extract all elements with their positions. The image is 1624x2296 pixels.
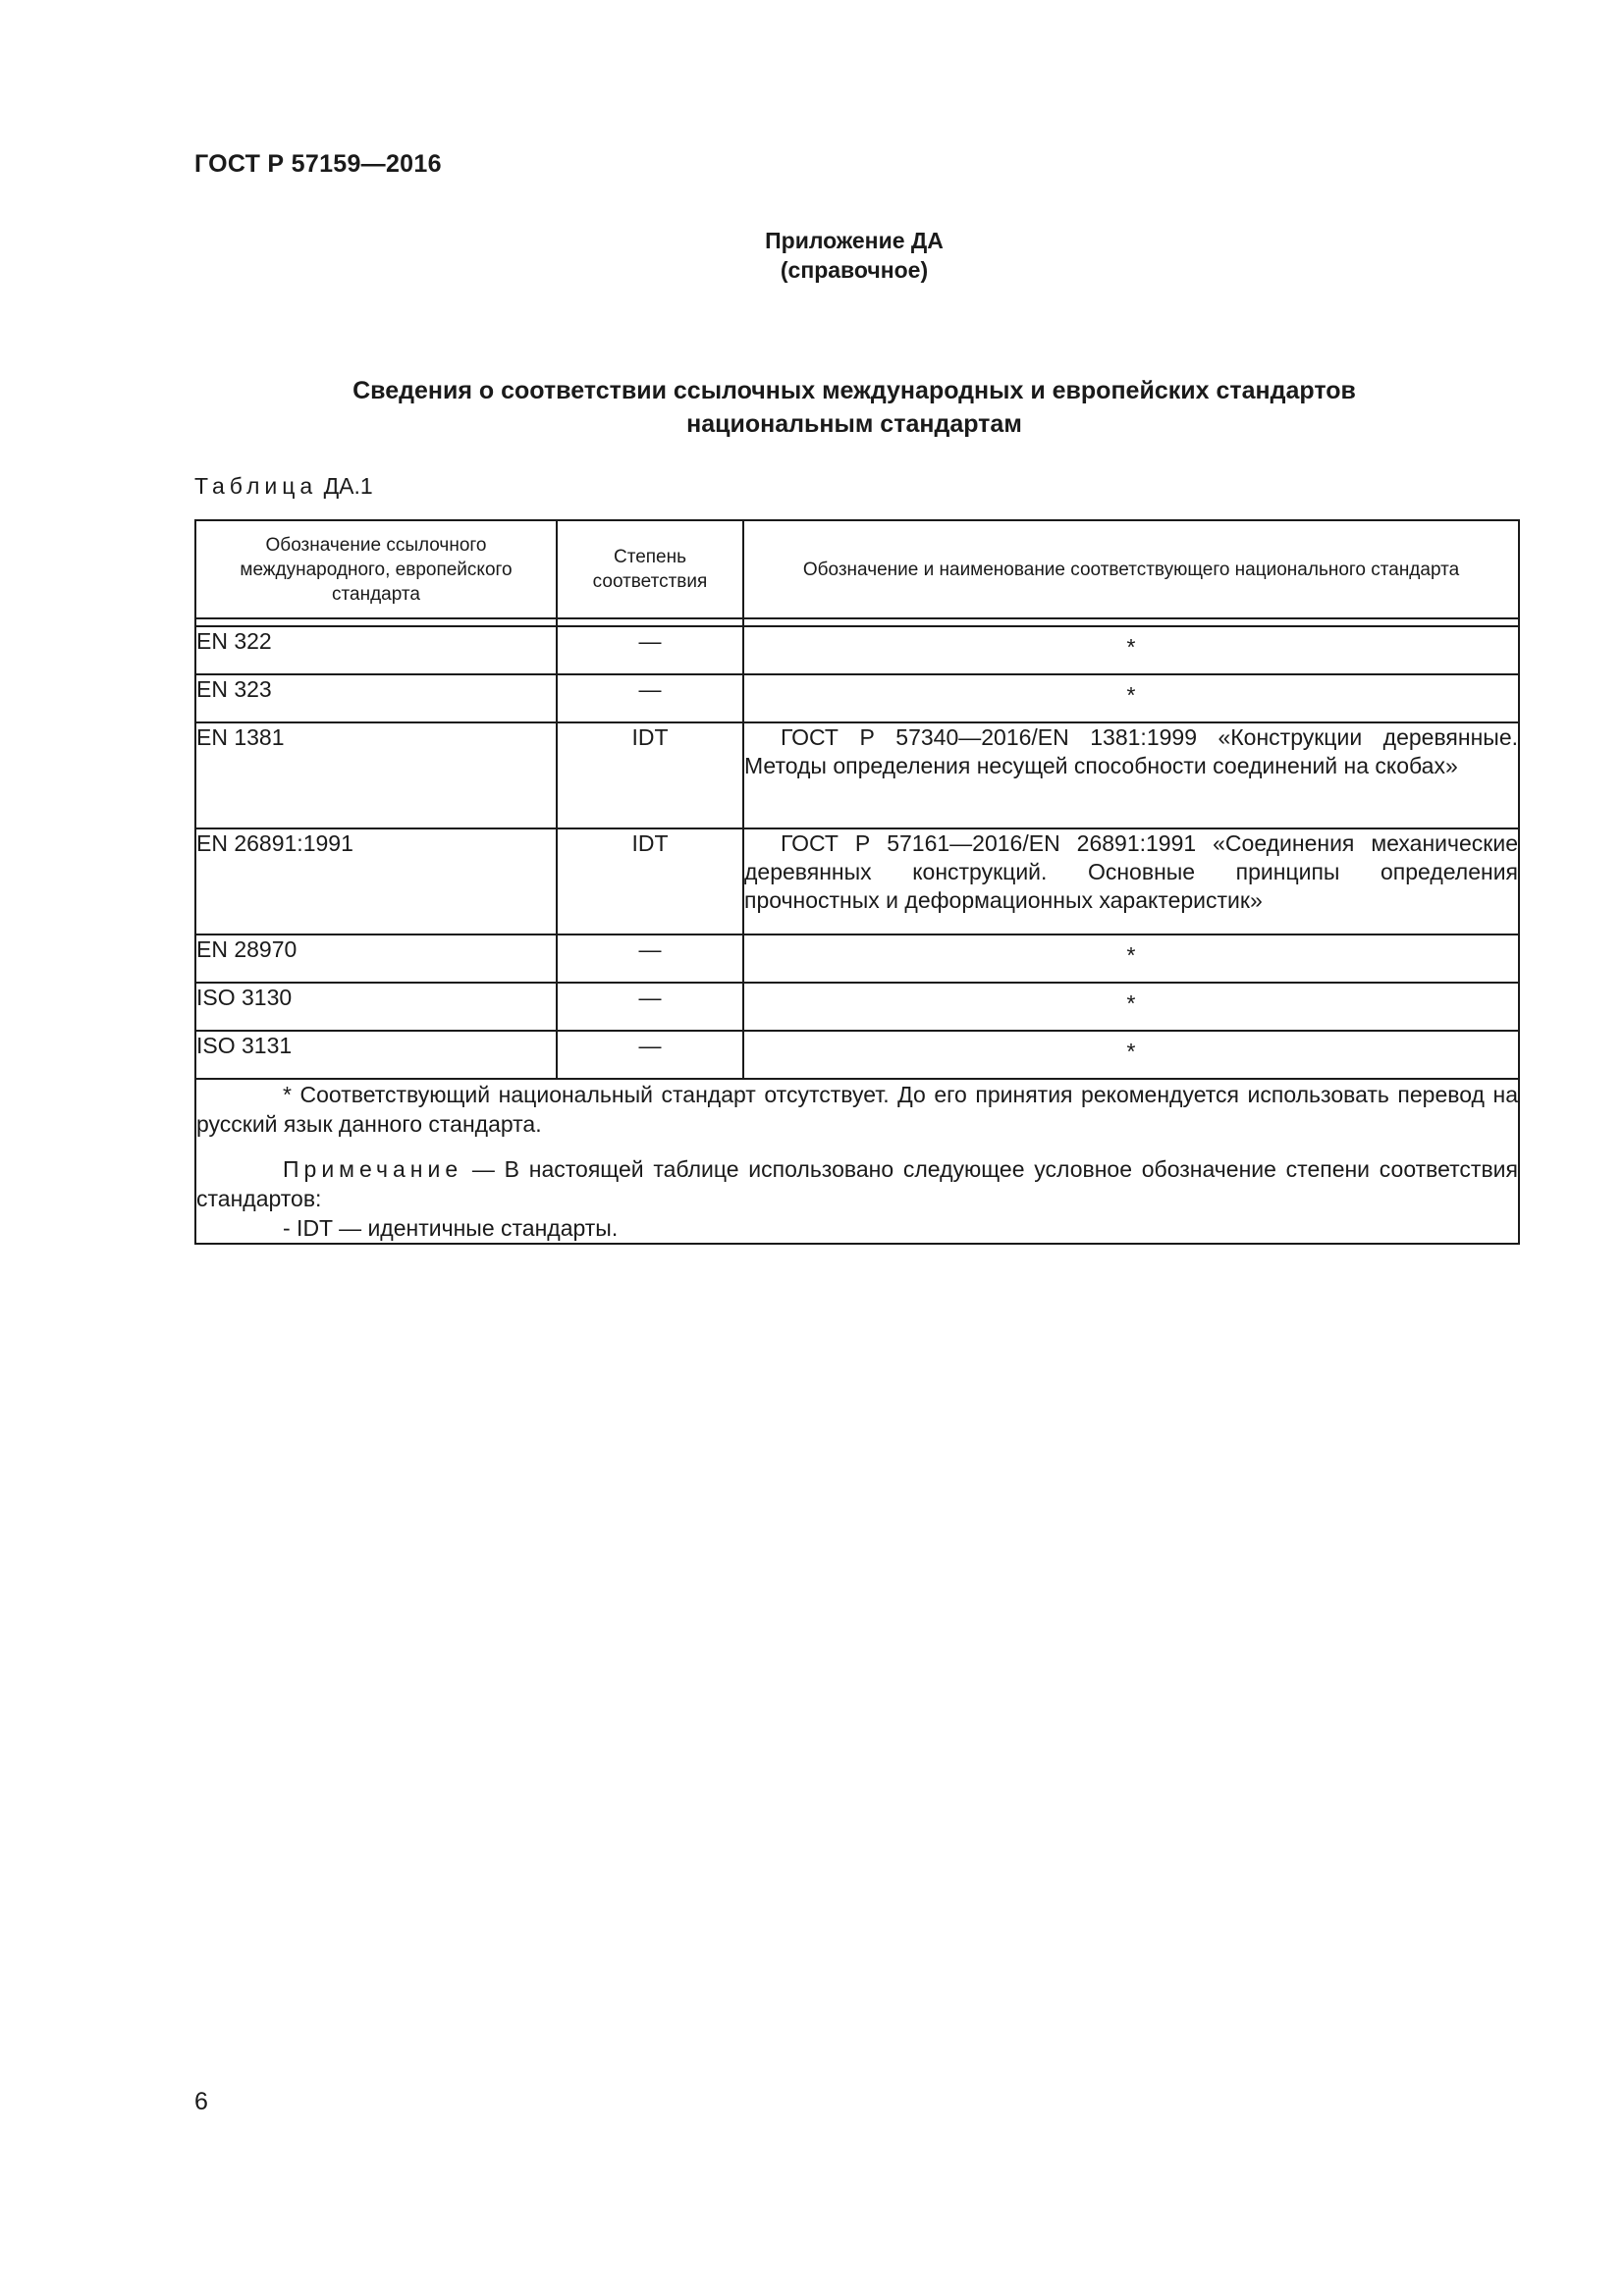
cell-standard: EN 1381 xyxy=(195,722,557,828)
cell-national: * xyxy=(743,983,1519,1031)
cell-national-text: ГОСТ Р 57340—2016/EN 1381:1999 «Конструкции деревянные. Методы определения несущей способности соединений на скобах» xyxy=(744,724,1518,778)
cell-national: * xyxy=(743,674,1519,722)
table-label xyxy=(194,473,373,500)
cell-degree: — xyxy=(557,983,743,1031)
cell-national: * xyxy=(743,1031,1519,1079)
table-row xyxy=(195,626,1519,674)
section-title xyxy=(0,374,1624,441)
cell-standard: EN 322 xyxy=(195,626,557,674)
table-footer xyxy=(195,1079,1519,1244)
cell-standard: ISO 3130 xyxy=(195,983,557,1031)
header-national-standard: Обозначение и наименование соответствующего национального стандарта xyxy=(743,520,1519,618)
table-footer-row xyxy=(195,1079,1519,1244)
cell-standard: EN 28970 xyxy=(195,934,557,983)
header-reference-standard: Обозначение ссылочного международного, европейского стандарта xyxy=(195,520,557,618)
table-row xyxy=(195,934,1519,983)
note xyxy=(196,1154,1518,1213)
page-number: 6 xyxy=(194,2088,208,2115)
section-title-line-1: Сведения о соответствии ссылочных международных и европейских стандартов xyxy=(352,377,1356,404)
table-row xyxy=(195,674,1519,722)
table-row xyxy=(195,1031,1519,1079)
cell-standard: EN 323 xyxy=(195,674,557,722)
header-separator xyxy=(195,618,1519,626)
table-header-row xyxy=(195,520,1519,618)
cell-degree: — xyxy=(557,1031,743,1079)
cell-degree: IDT xyxy=(557,828,743,934)
table-row xyxy=(195,828,1519,934)
document-code: ГОСТ Р 57159—2016 xyxy=(194,150,442,178)
appendix-heading xyxy=(0,226,1624,285)
note-item: - IDT — идентичные стандарты. xyxy=(283,1215,619,1241)
section-title-line-2: национальным стандартам xyxy=(686,410,1022,438)
cell-standard: EN 26891:1991 xyxy=(195,828,557,934)
table-row xyxy=(195,722,1519,828)
appendix-subtitle: (справочное) xyxy=(780,257,929,283)
cell-national xyxy=(743,828,1519,934)
note-text: — В настоящей таблице использовано следующее условное обозначение степени соответствия стандартов: xyxy=(196,1156,1518,1211)
cell-degree: — xyxy=(557,934,743,983)
header-degree: Степень соответствия xyxy=(557,520,743,618)
footnote: * Соответствующий национальный стандарт отсутствует. До его принятия рекомендуется использовать перевод на русский язык данного стандарта. xyxy=(196,1082,1518,1137)
cell-standard: ISO 3131 xyxy=(195,1031,557,1079)
cell-degree: — xyxy=(557,626,743,674)
table-label-number: ДА.1 xyxy=(323,473,373,499)
table-label-word: Таблица xyxy=(194,473,318,499)
table-row xyxy=(195,983,1519,1031)
cell-national: * xyxy=(743,626,1519,674)
cell-degree: — xyxy=(557,674,743,722)
appendix-title: Приложение ДА xyxy=(765,228,944,253)
cell-national xyxy=(743,722,1519,828)
correspondence-table xyxy=(194,519,1520,1245)
note-word: Примечание xyxy=(283,1156,463,1182)
cell-degree: IDT xyxy=(557,722,743,828)
cell-national: * xyxy=(743,934,1519,983)
cell-national-text: ГОСТ Р 57161—2016/EN 26891:1991 «Соединения механические деревянных конструкций. Основные принципы определения прочностных и деформационных характеристик» xyxy=(744,830,1518,913)
